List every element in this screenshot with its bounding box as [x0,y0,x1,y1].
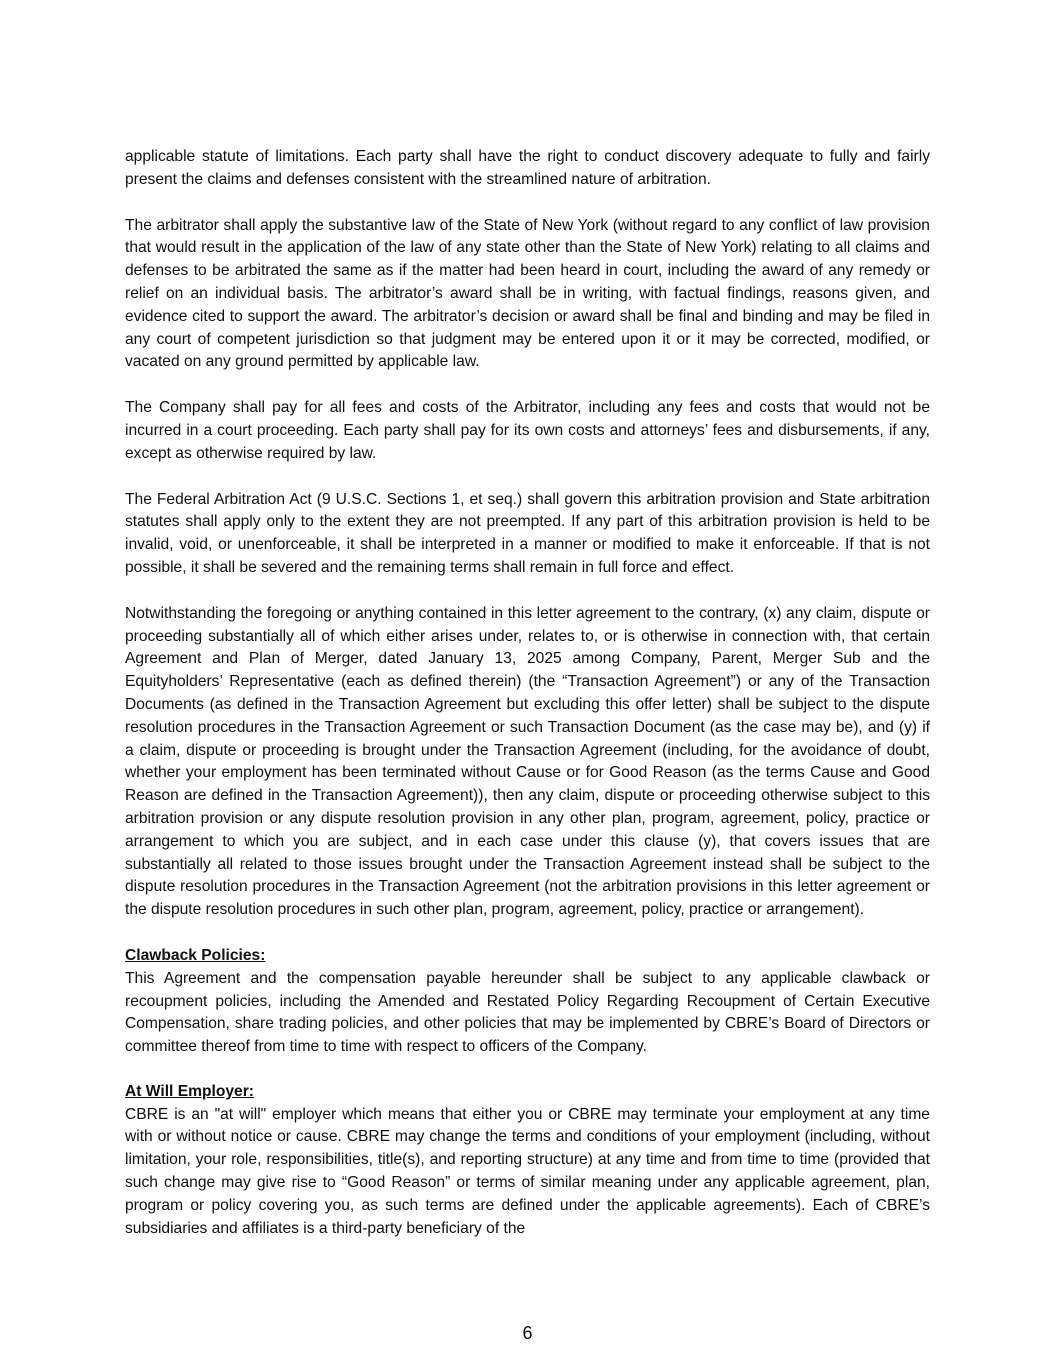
at-will-section [125,1081,930,1241]
at-will-text: CBRE is an "at will" employer which means that either you or CBRE may terminate your employment at any time with or without notice or cause. CBRE may change the terms and conditions of your employment (including, without limitation, your role, responsibilities, title(s), and reporting structure) at any time and from time to time (provided that such change may give rise to “Good Reason” or terms of similar meaning under any applicable agreement, plan, program or policy covering you, as such terms are defined under the applicable agreements). Each of CBRE’s subsidiaries and affiliates is a third-party beneficiary of the [125,1105,930,1237]
paragraph-transaction-agreement: Notwithstanding the foregoing or anything contained in this letter agreement to the contrary, (x) any claim, dispute or proceeding substantially all of which either arises under, relates to, or is otherwise in connection with, that certain Agreement and Plan of Merger, dated January 13, 2025 among Company, Parent, Merger Sub and the Equityholders’ Representative (each as defined therein) (the “Transaction Agreement”) or any of the Transaction Documents (as defined in the Transaction Agreement but excluding this offer letter) shall be subject to the dispute resolution procedures in the Transaction Agreement or such Transaction Document (as the case may be), and (y) if a claim, dispute or proceeding is brought under the Transaction Agreement (including, for the avoidance of doubt, whether your employment has been terminated without Cause or for Good Reason (as the terms Cause and Good Reason are defined in the Transaction Agreement)), then any claim, dispute or proceeding otherwise subject to this arbitration provision or any dispute resolution provision in any other plan, program, agreement, policy, practice or arrangement to which you are subject, and in each case under this clause (y), that covers issues that are substantially all related to those issues brought under the Transaction Agreement instead shall be subject to the dispute resolution procedures in the Transaction Agreement (not the arbitration provisions in this letter agreement or the dispute resolution procedures in such other plan, program, agreement, policy, practice or arrangement). [125,604,930,919]
paragraph-fees-costs: The Company shall pay for all fees and costs of the Arbitrator, including any fees and costs that would not be incurred in a court proceeding. Each party shall pay for its own costs and attorneys’ fees and disbursements, if any, except as otherwise required by law. [125,399,930,462]
clawback-heading: Clawback Policies: [125,946,266,964]
clawback-section [125,945,930,1059]
paragraph-governing-law: The arbitrator shall apply the substantive law of the State of New York (without regard to any conflict of law provision that would result in the application of the law of any state other than the State of New York) relating to all claims and defenses to be arbitrated the same as if the matter had been heard in court, including the award of any remedy or relief on an individual basis. The arbitrator’s award shall be in writing, with factual findings, reasons given, and evidence cited to support the award. The arbitrator’s decision or award shall be final and binding and may be filed in any court of competent jurisdiction so that judgment may be entered upon it or it may be corrected, modified, or vacated on any ground permitted by applicable law. [125,216,930,371]
paragraph-discovery: applicable statute of limitations. Each party shall have the right to conduct discovery adequate to fully and fairly present the claims and defenses consistent with the streamlined nature of arbitration. [125,148,930,188]
clawback-text: This Agreement and the compensation payable hereunder shall be subject to any applicable clawback or recoupment policies, including the Amended and Restated Policy Regarding Recoupment of Certain Executive Compensation, share trading policies, and other policies that may be implemented by CBRE’s Board of Directors or committee thereof from time to time with respect to officers of the Company. [125,969,930,1056]
at-will-heading: At Will Employer: [125,1082,254,1100]
page-number: 6 [522,1323,533,1343]
document-page [125,146,930,1262]
paragraph-federal-arbitration-act: The Federal Arbitration Act (9 U.S.C. Sections 1, et seq.) shall govern this arbitration provision and State arbitration statutes shall apply only to the extent they are not preempted. If any part of this arbitration provision is held to be invalid, void, or unenforceable, it shall be interpreted in a manner or modified to make it enforceable. If that is not possible, it shall be severed and the remaining terms shall remain in full force and effect. [125,490,930,576]
